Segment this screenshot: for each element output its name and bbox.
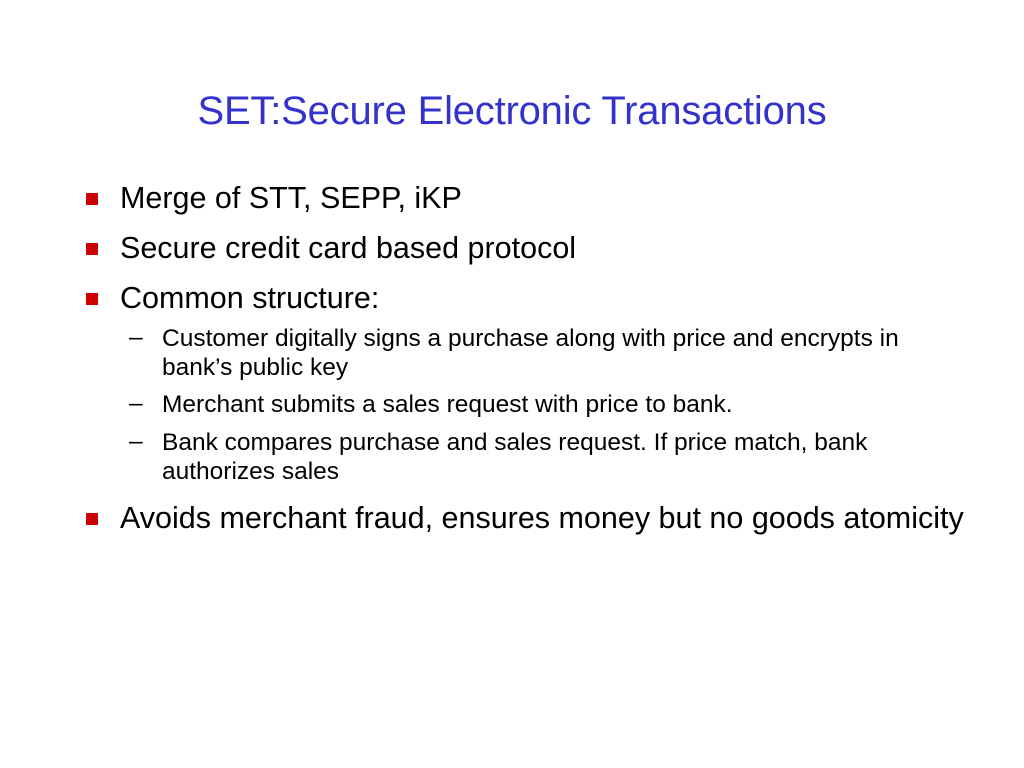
list-item: [118, 428, 968, 487]
square-bullet-icon: [86, 193, 98, 205]
list-item-label: Customer digitally signs a purchase along with price and encrypts in bank’s public key: [162, 324, 899, 381]
list-item: [118, 390, 968, 419]
list-item: [78, 230, 968, 267]
square-bullet-icon: [86, 513, 98, 525]
list-item-label: Merge of STT, SEPP, iKP: [120, 181, 462, 215]
slide-body: [78, 180, 968, 550]
dash-bullet-icon: –: [129, 390, 143, 418]
list-item-label: Avoids merchant fraud, ensures money but no goods atomicity: [120, 500, 964, 535]
list-item-label: Merchant submits a sales request with price to bank.: [162, 391, 733, 419]
square-bullet-icon: [86, 243, 98, 255]
list-item-label: Bank compares purchase and sales request. If price match, bank authorizes sales: [162, 428, 868, 486]
page-title: SET:Secure Electronic Transactions: [197, 88, 827, 133]
list-item-label: Common structure:: [120, 281, 380, 316]
list-item: [78, 500, 968, 537]
sub-list-wrapper: [118, 324, 968, 487]
list-item: [78, 280, 968, 486]
dash-bullet-icon: –: [129, 427, 143, 455]
list-item: [78, 180, 968, 217]
list-item-label: Secure credit card based protocol: [120, 231, 577, 266]
list-item: [118, 324, 968, 383]
square-bullet-icon: [86, 293, 98, 305]
bullet-list-level1: [78, 180, 968, 537]
dash-bullet-icon: –: [129, 323, 143, 351]
bullet-list-level2: [118, 324, 968, 487]
